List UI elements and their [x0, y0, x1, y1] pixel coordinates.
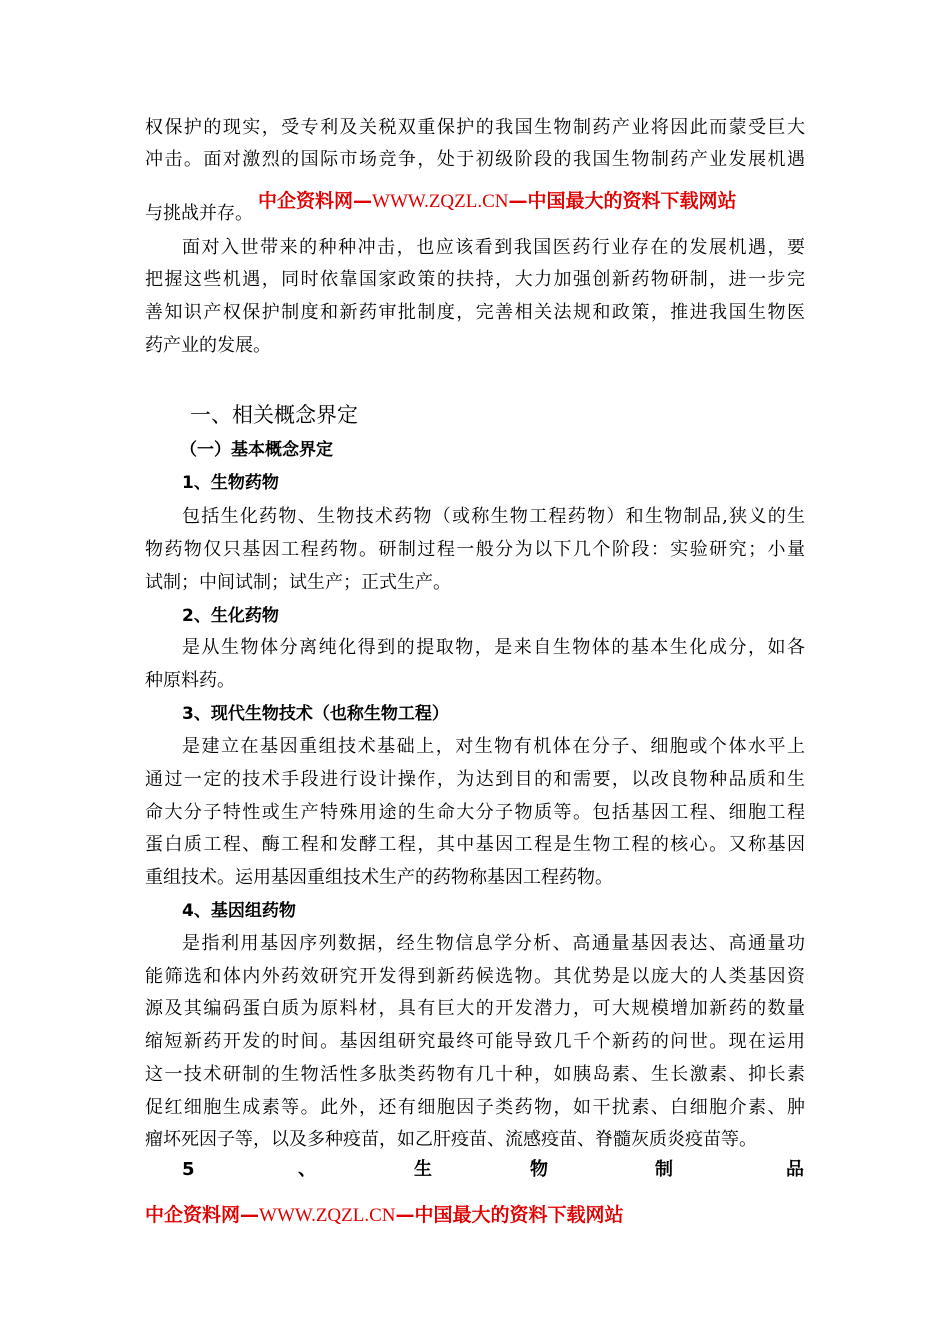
item-heading: 3、现代生物技术（也称生物工程） [182, 704, 449, 724]
item-line: 这一技术研制的生物活性多肽类药物有几十种，如胰岛素、生长激素、抑长素 [145, 1064, 805, 1085]
subsection-title: （一）基本概念界定 [180, 440, 333, 460]
watermark-site-name: 中企资料网 [258, 190, 354, 212]
item5-char: 物 [530, 1159, 548, 1180]
intro-line: 权保护的现实，受专利及关税双重保护的我国生物制药产业将因此而蒙受巨大 [145, 117, 805, 138]
item5-char: 5 [182, 1159, 195, 1180]
item-heading: 4、基因组药物 [182, 901, 296, 921]
paragraph-line: 善知识产权保护制度和新药审批制度，完善相关法规和政策，推进我国生物医 [145, 302, 805, 323]
item5-char: 制 [655, 1159, 673, 1180]
item-heading: 1、生物药物 [182, 473, 279, 493]
paragraph-line: 把握这些机遇，同时依靠国家政策的扶持，大力加强创新药物研制，进一步完 [145, 269, 805, 290]
item-line: 缩短新药开发的时间。基因组研究最终可能导致几千个新药的问世。现在运用 [145, 1031, 805, 1052]
intro-line: 冲击。面对激烈的国际市场竞争，处于初级阶段的我国生物制药产业发展机遇 [145, 149, 805, 170]
item-line: 源及其编码蛋白质为原料材，具有巨大的开发潜力，可大规模增加新药的数量 [145, 998, 805, 1019]
item-line: 试制；中间试制；试生产；正式生产。 [145, 572, 451, 593]
item-line: 重组技术。运用基因重组技术生产的药物称基因工程药物。 [145, 867, 613, 888]
item-line: 促红细胞生成素等。此外，还有细胞因子类药物，如干扰素、白细胞介素、肿 [145, 1097, 805, 1118]
paragraph-line: 药产业的发展。 [145, 335, 271, 356]
paragraph-line: 面对入世带来的种种冲击，也应该看到我国医药行业存在的发展机遇，要 [182, 237, 805, 258]
item-line: 物药物仅只基因工程药物。研制过程一般分为以下几个阶段：实验研究；小量 [145, 539, 805, 560]
watermark-banner-top [258, 188, 737, 215]
watermark-slogan: 中国最大的资料下载网站 [527, 190, 737, 212]
item-line: 瘤坏死因子等，以及多种疫苗，如乙肝疫苗、流感疫苗、脊髓灰质炎疫苗等。 [145, 1129, 757, 1150]
watermark-dash: — [240, 1204, 260, 1226]
item-heading: 2、生化药物 [182, 606, 279, 626]
watermark-site-name: 中企资料网 [145, 1204, 241, 1226]
item5-char: 品 [786, 1159, 804, 1180]
watermark-dash: — [353, 190, 373, 212]
item5-char: 生 [414, 1159, 432, 1180]
item-line: 是从生物体分离纯化得到的提取物，是来自生物体的基本生化成分，如各 [182, 637, 805, 658]
item5-char: 、 [298, 1159, 316, 1180]
item-line: 种原料药。 [145, 670, 235, 691]
item-line: 包括生化药物、生物技术药物（或称生物工程药物）和生物制品,狭义的生 [182, 506, 805, 527]
item-line: 是建立在基因重组技术基础上，对生物有机体在分子、细胞或个体水平上 [182, 736, 805, 757]
watermark-dash: — [508, 190, 528, 212]
watermark-url: WWW.ZQZL.CN [372, 191, 509, 212]
item-line: 是指利用基因序列数据，经生物信息学分析、高通量基因表达、高通量功 [182, 933, 805, 954]
item-line: 命大分子特性或生产特殊用途的生命大分子物质等。包括基因工程、细胞工程 [145, 802, 805, 823]
watermark-slogan: 中国最大的资料下载网站 [414, 1204, 624, 1226]
watermark-url: WWW.ZQZL.CN [259, 1205, 396, 1226]
intro-line: 与挑战并存。 [145, 203, 253, 224]
watermark-dash: — [395, 1204, 415, 1226]
watermark-banner-bottom [145, 1202, 624, 1229]
section-title: 一、相关概念界定 [190, 403, 358, 427]
item-line: 通过一定的技术手段进行设计操作，为达到目的和需要，以改良物种品质和生 [145, 769, 805, 790]
item-line: 蛋白质工程、酶工程和发酵工程，其中基因工程是生物工程的核心。又称基因 [145, 834, 805, 855]
item-line: 能筛选和体内外药效研究开发得到新药候选物。其优势是以庞大的人类基因资 [145, 966, 805, 987]
